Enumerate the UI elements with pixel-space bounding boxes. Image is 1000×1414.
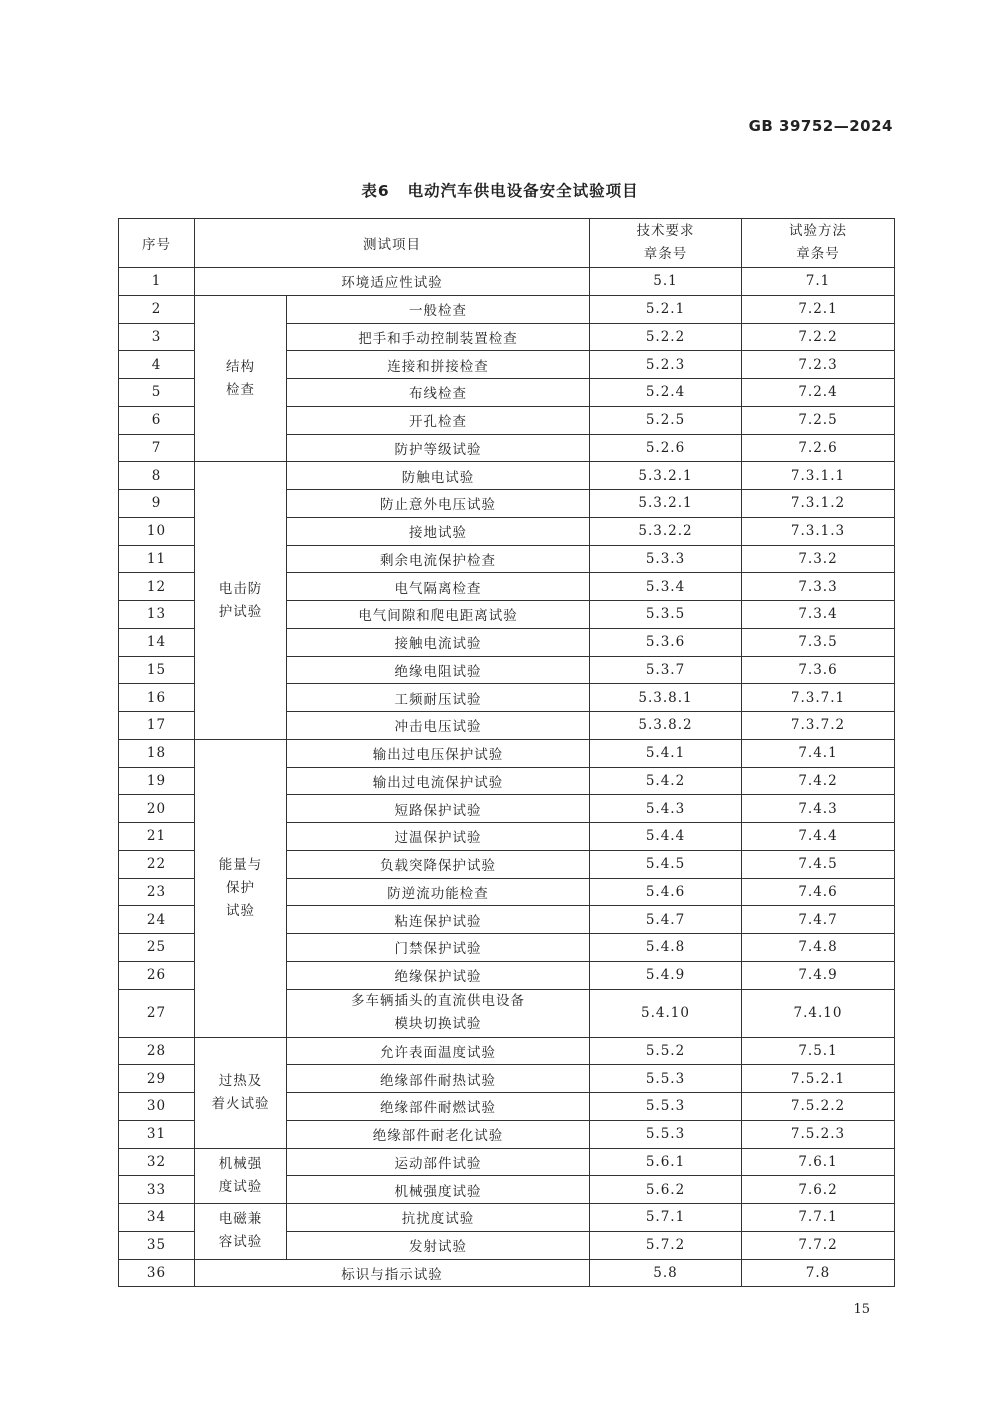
cell-no: 13 bbox=[119, 601, 195, 629]
cell-req: 5.4.8 bbox=[590, 934, 742, 962]
cell-item: 绝缘保护试验 bbox=[287, 961, 590, 989]
table-row bbox=[119, 1148, 895, 1176]
cell-req: 5.4.1 bbox=[590, 739, 742, 767]
cell-item: 绝缘部件耐燃试验 bbox=[287, 1093, 590, 1121]
cell-req: 5.4.10 bbox=[590, 989, 742, 1037]
cell-req: 5.4.9 bbox=[590, 961, 742, 989]
cell-item: 环境适应性试验 bbox=[195, 268, 590, 296]
cell-method: 7.3.3 bbox=[742, 573, 895, 601]
cell-item: 防护等级试验 bbox=[287, 434, 590, 462]
cell-item: 防逆流功能检查 bbox=[287, 878, 590, 906]
table-row bbox=[119, 462, 895, 490]
test-items-table bbox=[118, 218, 895, 1287]
cell-no: 4 bbox=[119, 351, 195, 379]
cell-req: 5.4.7 bbox=[590, 906, 742, 934]
cell-method: 7.4.10 bbox=[742, 989, 895, 1037]
cell-no: 22 bbox=[119, 850, 195, 878]
cell-method: 7.1 bbox=[742, 268, 895, 296]
cell-item: 布线检查 bbox=[287, 379, 590, 407]
cell-no: 1 bbox=[119, 268, 195, 296]
cell-no: 29 bbox=[119, 1065, 195, 1093]
cell-req: 5.2.6 bbox=[590, 434, 742, 462]
cell-req: 5.2.2 bbox=[590, 323, 742, 351]
cell-method: 7.5.2.3 bbox=[742, 1120, 895, 1148]
cell-method: 7.2.4 bbox=[742, 379, 895, 407]
cell-method: 7.8 bbox=[742, 1259, 895, 1287]
group-structure-inspection: 结构 检查 bbox=[195, 295, 287, 462]
cell-item: 剩余电流保护检查 bbox=[287, 545, 590, 573]
table-row bbox=[119, 1204, 895, 1232]
group-shock-protection: 电击防 护试验 bbox=[195, 462, 287, 740]
cell-method: 7.7.1 bbox=[742, 1204, 895, 1232]
cell-method: 7.3.1.3 bbox=[742, 517, 895, 545]
cell-req: 5.3.4 bbox=[590, 573, 742, 601]
cell-req: 5.5.3 bbox=[590, 1065, 742, 1093]
cell-req: 5.6.2 bbox=[590, 1176, 742, 1204]
cell-item: 连接和拼接检查 bbox=[287, 351, 590, 379]
cell-method: 7.2.6 bbox=[742, 434, 895, 462]
cell-no: 17 bbox=[119, 712, 195, 740]
cell-item: 发射试验 bbox=[287, 1231, 590, 1259]
cell-method: 7.3.5 bbox=[742, 628, 895, 656]
cell-no: 35 bbox=[119, 1231, 195, 1259]
cell-no: 21 bbox=[119, 823, 195, 851]
cell-no: 20 bbox=[119, 795, 195, 823]
cell-req: 5.8 bbox=[590, 1259, 742, 1287]
cell-method: 7.5.2.2 bbox=[742, 1093, 895, 1121]
cell-no: 32 bbox=[119, 1148, 195, 1176]
cell-method: 7.6.2 bbox=[742, 1176, 895, 1204]
cell-item: 冲击电压试验 bbox=[287, 712, 590, 740]
table-number: 表6 bbox=[361, 182, 390, 200]
cell-item: 防触电试验 bbox=[287, 462, 590, 490]
cell-method: 7.4.7 bbox=[742, 906, 895, 934]
cell-no: 5 bbox=[119, 379, 195, 407]
cell-req: 5.5.3 bbox=[590, 1120, 742, 1148]
standard-number: GB 39752—2024 bbox=[748, 117, 893, 135]
cell-req: 5.3.8.2 bbox=[590, 712, 742, 740]
cell-no: 24 bbox=[119, 906, 195, 934]
cell-no: 9 bbox=[119, 490, 195, 518]
group-overheat-fire: 过热及 着火试验 bbox=[195, 1037, 287, 1148]
cell-method: 7.4.3 bbox=[742, 795, 895, 823]
cell-no: 14 bbox=[119, 628, 195, 656]
cell-method: 7.6.1 bbox=[742, 1148, 895, 1176]
cell-method: 7.4.4 bbox=[742, 823, 895, 851]
cell-item: 电气间隙和爬电距离试验 bbox=[287, 601, 590, 629]
cell-method: 7.4.8 bbox=[742, 934, 895, 962]
cell-no: 6 bbox=[119, 406, 195, 434]
cell-method: 7.3.6 bbox=[742, 656, 895, 684]
cell-no: 2 bbox=[119, 295, 195, 323]
cell-no: 11 bbox=[119, 545, 195, 573]
cell-item: 短路保护试验 bbox=[287, 795, 590, 823]
cell-item: 允许表面温度试验 bbox=[287, 1037, 590, 1065]
cell-req: 5.4.3 bbox=[590, 795, 742, 823]
cell-req: 5.3.5 bbox=[590, 601, 742, 629]
cell-no: 19 bbox=[119, 767, 195, 795]
cell-method: 7.2.2 bbox=[742, 323, 895, 351]
cell-no: 7 bbox=[119, 434, 195, 462]
table-row bbox=[119, 739, 895, 767]
cell-item: 输出过电压保护试验 bbox=[287, 739, 590, 767]
cell-item: 绝缘部件耐热试验 bbox=[287, 1065, 590, 1093]
cell-req: 5.3.3 bbox=[590, 545, 742, 573]
cell-method: 7.3.4 bbox=[742, 601, 895, 629]
cell-req: 5.5.2 bbox=[590, 1037, 742, 1065]
group-energy-protection: 能量与 保护 试验 bbox=[195, 739, 287, 1037]
cell-no: 28 bbox=[119, 1037, 195, 1065]
cell-no: 8 bbox=[119, 462, 195, 490]
group-emc: 电磁兼 容试验 bbox=[195, 1204, 287, 1260]
cell-item: 多车辆插头的直流供电设备 模块切换试验 bbox=[287, 989, 590, 1037]
cell-no: 15 bbox=[119, 656, 195, 684]
cell-item: 接地试验 bbox=[287, 517, 590, 545]
cell-req: 5.3.8.1 bbox=[590, 684, 742, 712]
cell-method: 7.2.1 bbox=[742, 295, 895, 323]
cell-item: 负载突降保护试验 bbox=[287, 850, 590, 878]
cell-req: 5.3.2.2 bbox=[590, 517, 742, 545]
header-requirement-clause: 技术要求 章条号 bbox=[590, 219, 742, 268]
cell-item: 绝缘部件耐老化试验 bbox=[287, 1120, 590, 1148]
cell-no: 33 bbox=[119, 1176, 195, 1204]
header-seq: 序号 bbox=[119, 219, 195, 268]
cell-item: 门禁保护试验 bbox=[287, 934, 590, 962]
cell-item: 标识与指示试验 bbox=[195, 1259, 590, 1287]
cell-req: 5.3.2.1 bbox=[590, 462, 742, 490]
cell-no: 31 bbox=[119, 1120, 195, 1148]
cell-method: 7.4.6 bbox=[742, 878, 895, 906]
cell-method: 7.3.1.1 bbox=[742, 462, 895, 490]
cell-req: 5.3.2.1 bbox=[590, 490, 742, 518]
cell-req: 5.4.6 bbox=[590, 878, 742, 906]
cell-no: 30 bbox=[119, 1093, 195, 1121]
cell-no: 18 bbox=[119, 739, 195, 767]
cell-no: 25 bbox=[119, 934, 195, 962]
cell-method: 7.3.7.1 bbox=[742, 684, 895, 712]
cell-req: 5.4.5 bbox=[590, 850, 742, 878]
cell-req: 5.4.4 bbox=[590, 823, 742, 851]
cell-method: 7.3.1.2 bbox=[742, 490, 895, 518]
cell-item: 把手和手动控制装置检查 bbox=[287, 323, 590, 351]
cell-no: 12 bbox=[119, 573, 195, 601]
cell-req: 5.3.7 bbox=[590, 656, 742, 684]
cell-no: 36 bbox=[119, 1259, 195, 1287]
cell-req: 5.7.2 bbox=[590, 1231, 742, 1259]
cell-req: 5.1 bbox=[590, 268, 742, 296]
cell-no: 27 bbox=[119, 989, 195, 1037]
cell-item: 电气隔离检查 bbox=[287, 573, 590, 601]
group-mechanical-strength: 机械强 度试验 bbox=[195, 1148, 287, 1204]
table-title: 电动汽车供电设备安全试验项目 bbox=[407, 182, 639, 200]
cell-method: 7.2.5 bbox=[742, 406, 895, 434]
cell-method: 7.4.2 bbox=[742, 767, 895, 795]
cell-method: 7.3.2 bbox=[742, 545, 895, 573]
table-header-row bbox=[119, 219, 895, 268]
cell-req: 5.3.6 bbox=[590, 628, 742, 656]
cell-method: 7.5.1 bbox=[742, 1037, 895, 1065]
cell-req: 5.5.3 bbox=[590, 1093, 742, 1121]
cell-no: 34 bbox=[119, 1204, 195, 1232]
cell-req: 5.7.1 bbox=[590, 1204, 742, 1232]
cell-no: 10 bbox=[119, 517, 195, 545]
header-test-item: 测试项目 bbox=[195, 219, 590, 268]
cell-method: 7.4.5 bbox=[742, 850, 895, 878]
cell-method: 7.5.2.1 bbox=[742, 1065, 895, 1093]
page-number: 15 bbox=[853, 1302, 870, 1317]
cell-req: 5.2.5 bbox=[590, 406, 742, 434]
cell-item: 开孔检查 bbox=[287, 406, 590, 434]
cell-req: 5.4.2 bbox=[590, 767, 742, 795]
cell-item: 绝缘电阻试验 bbox=[287, 656, 590, 684]
cell-no: 26 bbox=[119, 961, 195, 989]
cell-method: 7.3.7.2 bbox=[742, 712, 895, 740]
cell-req: 5.2.3 bbox=[590, 351, 742, 379]
header-method-clause: 试验方法 章条号 bbox=[742, 219, 895, 268]
cell-item: 输出过电流保护试验 bbox=[287, 767, 590, 795]
cell-item: 防止意外电压试验 bbox=[287, 490, 590, 518]
cell-item: 工频耐压试验 bbox=[287, 684, 590, 712]
cell-item: 粘连保护试验 bbox=[287, 906, 590, 934]
table-caption bbox=[0, 179, 1000, 201]
cell-item: 运动部件试验 bbox=[287, 1148, 590, 1176]
cell-method: 7.4.1 bbox=[742, 739, 895, 767]
table-row bbox=[119, 295, 895, 323]
cell-method: 7.2.3 bbox=[742, 351, 895, 379]
cell-no: 3 bbox=[119, 323, 195, 351]
table-row bbox=[119, 1037, 895, 1065]
table-row bbox=[119, 268, 895, 296]
cell-item: 接触电流试验 bbox=[287, 628, 590, 656]
cell-no: 23 bbox=[119, 878, 195, 906]
cell-item: 机械强度试验 bbox=[287, 1176, 590, 1204]
cell-method: 7.4.9 bbox=[742, 961, 895, 989]
cell-no: 16 bbox=[119, 684, 195, 712]
cell-item: 过温保护试验 bbox=[287, 823, 590, 851]
cell-req: 5.6.1 bbox=[590, 1148, 742, 1176]
cell-req: 5.2.1 bbox=[590, 295, 742, 323]
cell-method: 7.7.2 bbox=[742, 1231, 895, 1259]
cell-item: 抗扰度试验 bbox=[287, 1204, 590, 1232]
table-row bbox=[119, 1259, 895, 1287]
cell-item: 一般检查 bbox=[287, 295, 590, 323]
cell-req: 5.2.4 bbox=[590, 379, 742, 407]
